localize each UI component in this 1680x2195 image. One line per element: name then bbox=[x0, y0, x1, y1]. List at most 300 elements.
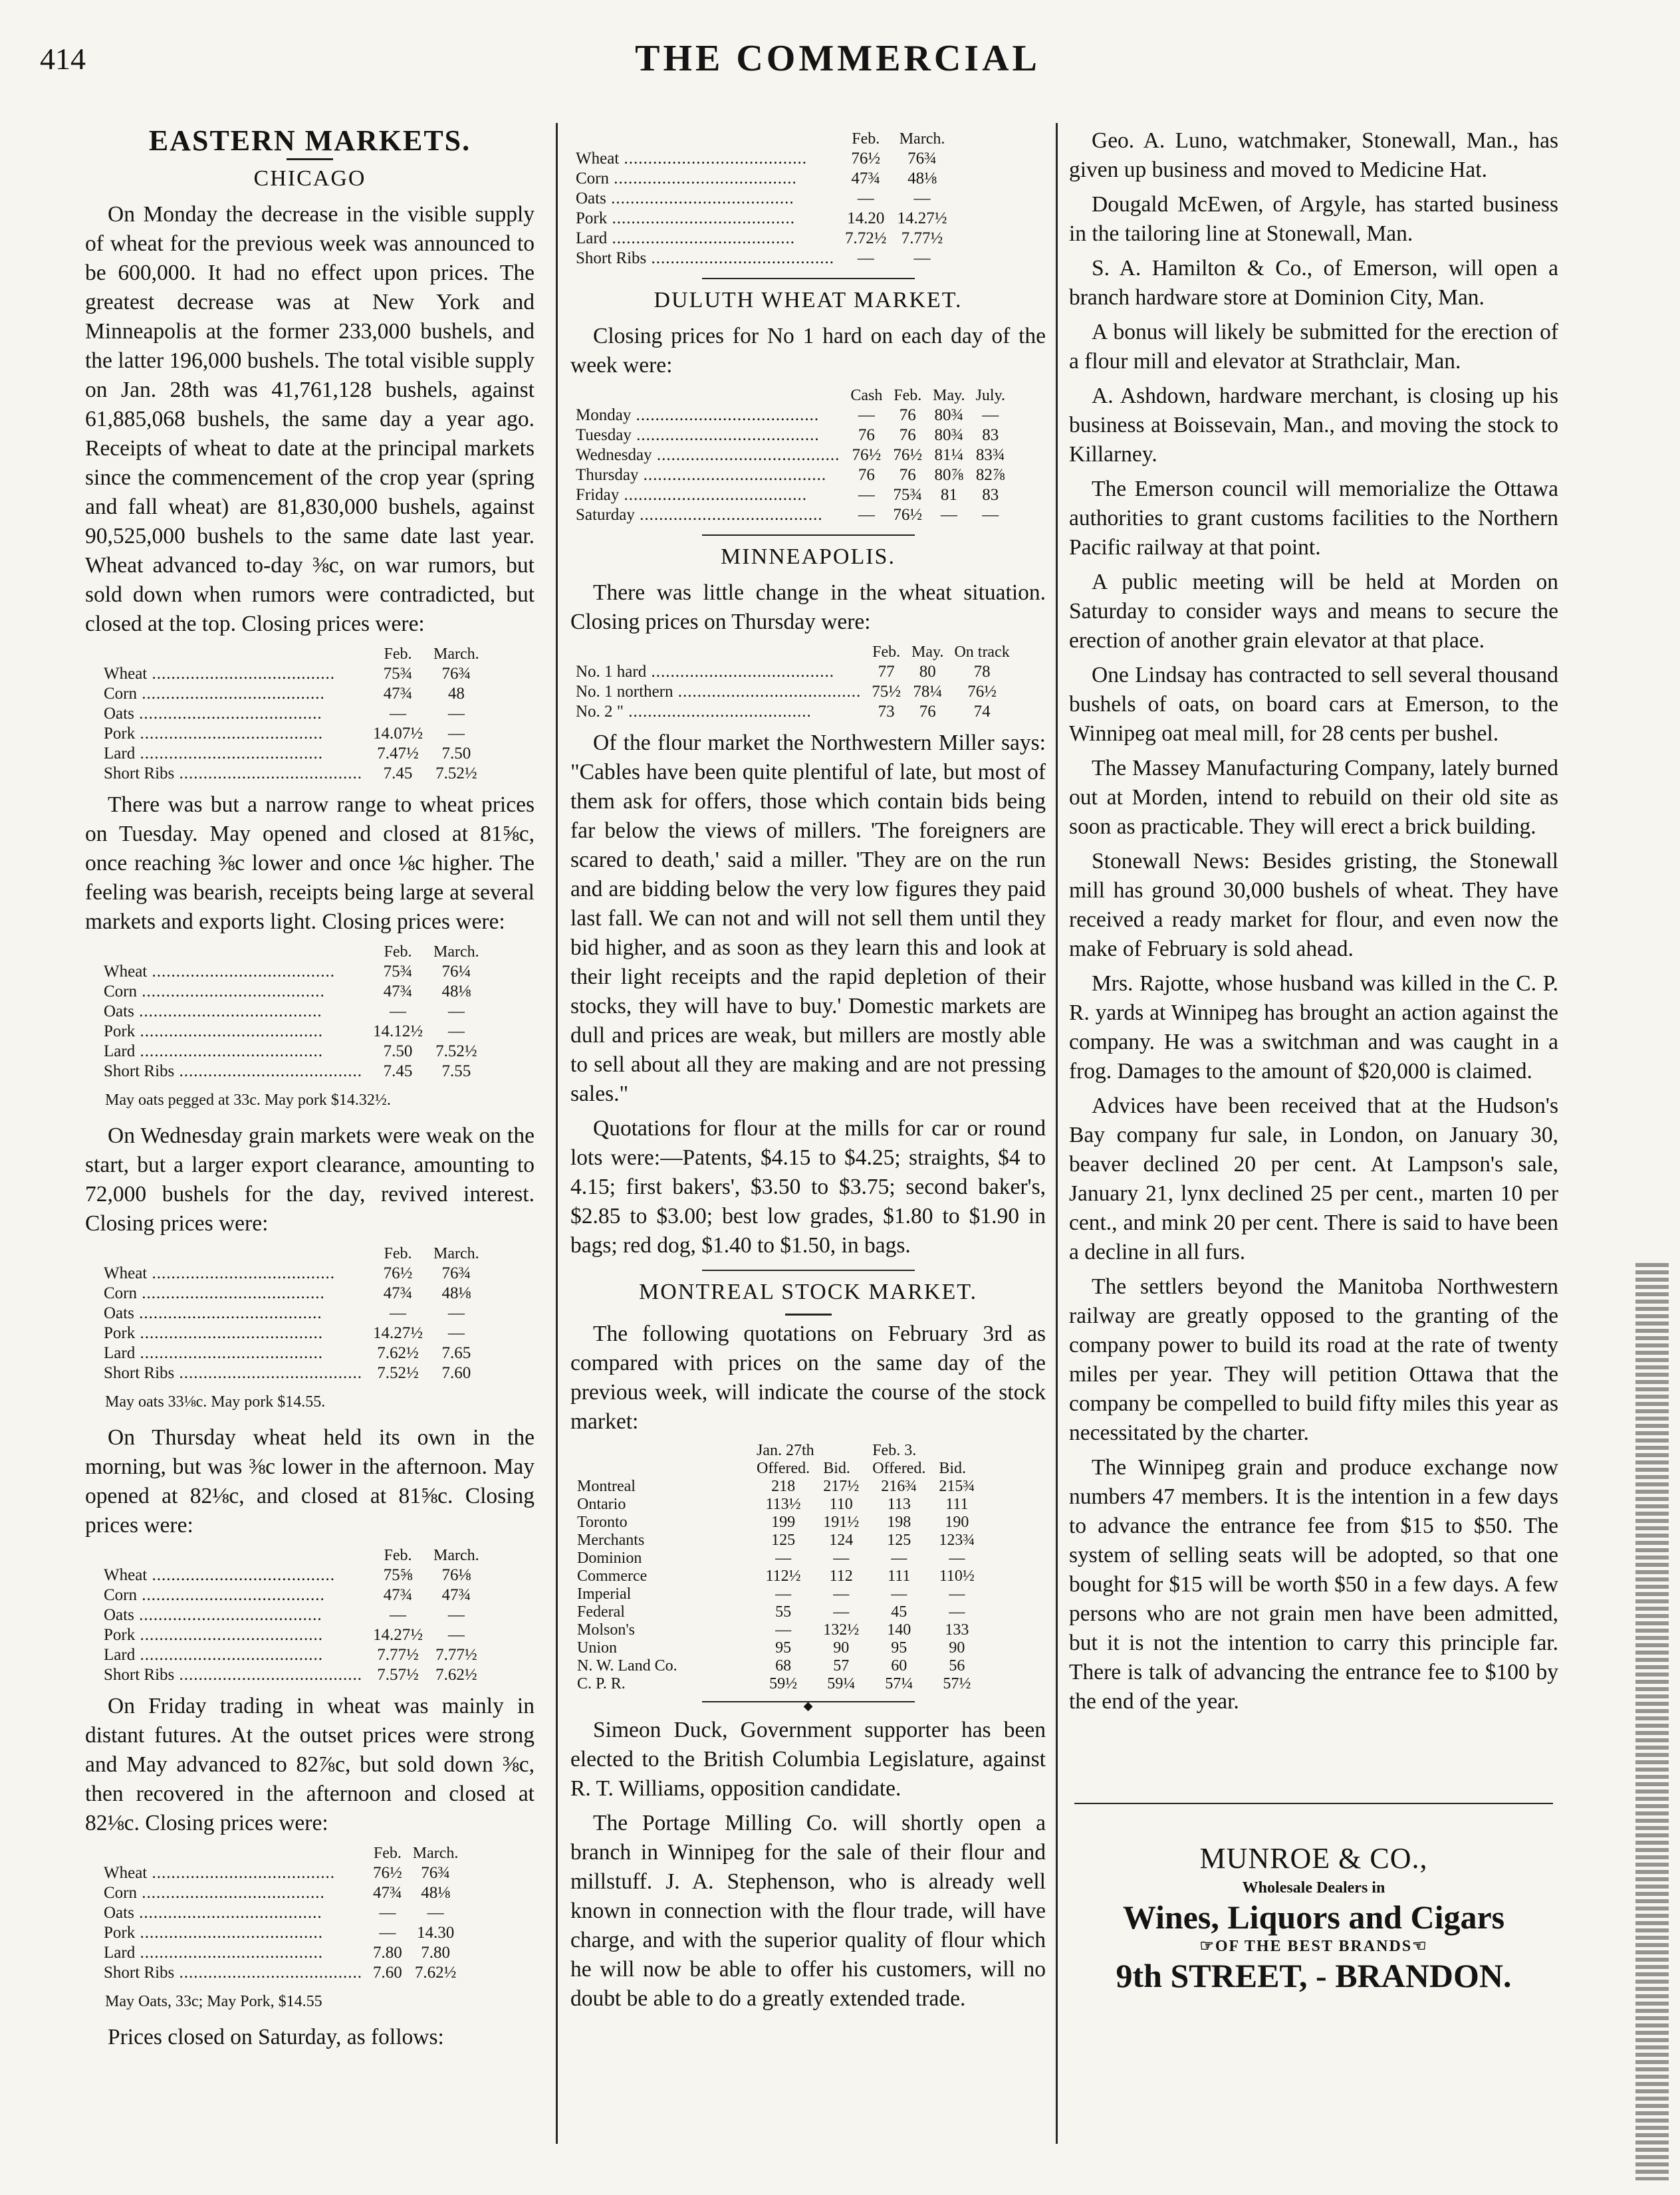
news-item: One Lindsay has contracted to sell several thousand bushels of oats, on board cars at Emerson, to the Winnipeg oat meal mill, for 28 cents per bushel. bbox=[1069, 663, 1558, 746]
table-row bbox=[98, 1042, 485, 1062]
table-cell: — bbox=[447, 705, 465, 723]
table-row bbox=[98, 1903, 463, 1923]
row-label: Wheat ..... bbox=[98, 962, 368, 982]
table-cell: 76 bbox=[858, 426, 875, 444]
table-row bbox=[98, 1863, 463, 1883]
paragraph: On Friday trading in wheat was mainly in distant futures. At the outset prices were strong and May advanced to 82⅞c, but sold down ⅜c, then recovered in the afternoon and closed at 82⅛c. Closing prices were: bbox=[85, 1694, 535, 1835]
stock-rows bbox=[570, 1478, 981, 1693]
table-cell: — bbox=[447, 1002, 465, 1020]
table-cell: — bbox=[891, 1585, 907, 1603]
table-cell: 7.47½ bbox=[377, 745, 419, 762]
table-row bbox=[570, 229, 953, 249]
row-label: No. 1 northern ..... bbox=[570, 682, 866, 702]
row-label: Lard ..... bbox=[98, 744, 368, 764]
table-cell: 112 bbox=[829, 1567, 853, 1585]
table-column-header: Feb. bbox=[894, 387, 922, 404]
table-cell: 90 bbox=[949, 1639, 965, 1657]
price-table bbox=[98, 1546, 485, 1685]
ad-goods: Wines, Liquors and Cigars bbox=[1122, 1899, 1505, 1936]
row-label: Merchants bbox=[577, 1532, 645, 1549]
table-cell: 14.12½ bbox=[373, 1022, 423, 1040]
table-cell: 47¾ bbox=[383, 982, 413, 1000]
table-cell: 80¾ bbox=[934, 426, 964, 444]
table-cell: 73 bbox=[878, 703, 895, 721]
table-cell: 111 bbox=[945, 1496, 969, 1513]
table-row bbox=[98, 1264, 485, 1284]
title-rule bbox=[287, 158, 333, 160]
row-label: Lard ..... bbox=[98, 1042, 368, 1062]
row-label: N. W. Land Co. bbox=[577, 1657, 677, 1675]
paragraph: On Monday the decrease in the visible supply of wheat for the previous week was announced to be 600,000. It had no effect upon prices. The greatest decrease was at New York and Minneapolis at the former 233,000 bushels, and the latter 196,000 bushels. The total visible supply on Jan. 28th was 41,761,128 bushels, against 61,885,068 bushels, the same day a year ago. Receipts of wheat to date at the principal markets since the commencement of the crop year (spring and fall wheat) are 81,830,000 bushels, against 90,525,000 bushels to the same date last year. Wheat advanced to-day ⅜c, on war rumors, but sold down when rumors were contradicted, but closed at the top. Closing prices were: bbox=[85, 202, 535, 636]
table-row bbox=[570, 1657, 981, 1675]
row-label: Monday ..... bbox=[570, 405, 845, 425]
table-cell: — bbox=[982, 506, 999, 524]
table-cell: — bbox=[858, 486, 875, 504]
table-row bbox=[570, 1603, 981, 1621]
table-row bbox=[570, 1532, 981, 1550]
table-cell: 14.27½ bbox=[373, 1324, 423, 1342]
table-cell: — bbox=[949, 1585, 965, 1603]
news-item: The Emerson council will memorialize the Ottawa authorities to grant customs facilities to the Northern Pacific railway at that point. bbox=[1069, 477, 1558, 560]
table-row bbox=[570, 1621, 981, 1639]
table-cell: 190 bbox=[945, 1514, 969, 1531]
row-label: Oats ..... bbox=[98, 1304, 368, 1324]
table-cell: 7.62½ bbox=[435, 1666, 477, 1684]
stock-group-header: Feb. 3. bbox=[872, 1442, 917, 1459]
table-cell: 76¾ bbox=[441, 665, 471, 683]
table-cell: — bbox=[390, 1304, 407, 1322]
table-cell: 217½ bbox=[823, 1478, 860, 1495]
stock-group-header: Jan. 27th bbox=[757, 1442, 814, 1459]
table-cell: 7.60 bbox=[373, 1964, 402, 1982]
table-row bbox=[570, 189, 953, 209]
table-row bbox=[98, 1665, 485, 1685]
table-row bbox=[98, 744, 485, 764]
row-label: Oats ..... bbox=[98, 704, 368, 724]
table-column-header: March. bbox=[433, 1547, 479, 1564]
table-cell: 95 bbox=[775, 1639, 792, 1657]
table-cell: — bbox=[982, 406, 999, 424]
table-row bbox=[98, 1645, 485, 1665]
row-label: C. P. R. bbox=[577, 1675, 626, 1692]
row-label: Lard ..... bbox=[570, 229, 840, 249]
stock-column-header: Offered. bbox=[872, 1460, 926, 1477]
stock-column-header: Offered. bbox=[757, 1460, 810, 1477]
row-label: Oats ..... bbox=[570, 189, 840, 209]
table-row bbox=[570, 1478, 981, 1496]
row-label: Pork ..... bbox=[98, 1923, 368, 1943]
table-row bbox=[98, 764, 485, 784]
table-cell: — bbox=[949, 1603, 965, 1621]
stock-header-row bbox=[570, 1460, 981, 1478]
price-table bbox=[98, 1843, 463, 1983]
subsection-title-chicago: CHICAGO bbox=[253, 166, 366, 191]
table-cell: — bbox=[833, 1585, 850, 1603]
table-cell: — bbox=[858, 406, 875, 424]
table-column-header: Feb. bbox=[384, 645, 412, 663]
table-cell: 198 bbox=[887, 1514, 911, 1531]
table-cell: 7.57½ bbox=[377, 1666, 419, 1684]
table-cell: 77 bbox=[878, 663, 895, 681]
table-cell: 7.77½ bbox=[377, 1646, 419, 1664]
paragraph: Quotations for flour at the mills for car or round lots were:—Patents, $4.15 to $4.25; straights, $4 to 4.15; first bakers', $3.50 to $3.75; second baker's, $2.85 to $3.00; best low grades, $1.80 to $1.90 in bags; red dog, $1.40 to $1.50, in bags. bbox=[570, 1116, 1046, 1258]
table-row bbox=[98, 1062, 485, 1082]
table-cell: 110 bbox=[829, 1496, 853, 1513]
news-items bbox=[1069, 126, 1558, 1716]
table-row bbox=[98, 1304, 485, 1324]
table-cell: 48 bbox=[447, 685, 465, 703]
table-row bbox=[98, 664, 485, 684]
row-label: Wednesday ..... bbox=[570, 445, 845, 465]
stock-column-header: Bid. bbox=[939, 1460, 967, 1477]
table-cell: 75¾ bbox=[893, 486, 923, 504]
table-cell: 133 bbox=[945, 1621, 969, 1639]
table-cell: 47¾ bbox=[383, 1284, 413, 1302]
table-cell: 74 bbox=[973, 703, 991, 721]
row-label: Corn ..... bbox=[98, 982, 368, 1002]
table-cell: 76¾ bbox=[421, 1864, 450, 1882]
table-cell: 76 bbox=[899, 406, 916, 424]
row-label: Federal bbox=[577, 1603, 625, 1621]
table-cell: 55 bbox=[775, 1603, 792, 1621]
table-column-header: On track bbox=[954, 643, 1010, 661]
table-cell: 7.52½ bbox=[435, 764, 477, 782]
table-column-header: May. bbox=[933, 387, 965, 404]
table-column-header: Feb. bbox=[872, 643, 901, 661]
news-item: A. Ashdown, hardware merchant, is closing up his business at Boissevain, Man., and moving the stock to Killarney. bbox=[1069, 384, 1558, 467]
row-label: Corn ..... bbox=[570, 169, 840, 189]
table-cell: 76½ bbox=[893, 446, 923, 464]
table-cell: 14.27½ bbox=[897, 209, 947, 227]
table-column-header: March. bbox=[412, 1845, 459, 1862]
table-cell: 59½ bbox=[769, 1675, 798, 1692]
section-title-duluth: DULUTH WHEAT MARKET. bbox=[654, 288, 963, 312]
news-item: S. A. Hamilton & Co., of Emerson, will open a branch hardware store at Dominion City, Man. bbox=[1069, 256, 1558, 310]
paragraph: On Wednesday grain markets were weak on the start, but a larger export clearance, amounting to 72,000 bushels for the day, revived interest. Closing prices were: bbox=[85, 1123, 535, 1236]
table-row bbox=[98, 1883, 463, 1903]
table-cell: 78¼ bbox=[913, 683, 943, 701]
table-cell: — bbox=[379, 1904, 396, 1922]
table-cell: 47¾ bbox=[441, 1586, 471, 1604]
table-cell: — bbox=[858, 506, 875, 524]
table-row bbox=[570, 465, 1011, 485]
table-note: May oats pegged at 33c. May pork $14.32½. bbox=[105, 1092, 391, 1109]
row-label: Pork ..... bbox=[570, 209, 840, 229]
row-label: Tuesday ..... bbox=[570, 425, 845, 445]
table-cell: 48⅛ bbox=[421, 1884, 450, 1902]
table-cell: 7.60 bbox=[441, 1364, 471, 1382]
paragraph: Closing prices for No 1 hard on each day of the week were: bbox=[570, 324, 1046, 378]
table-cell: 111 bbox=[888, 1567, 911, 1585]
minneapolis-table bbox=[570, 642, 1015, 722]
table-cell: 218 bbox=[771, 1478, 796, 1495]
table-cell: 132½ bbox=[823, 1621, 860, 1639]
table-row bbox=[570, 662, 1015, 682]
section-separator bbox=[702, 278, 915, 279]
table-cell: 76¼ bbox=[441, 963, 471, 981]
table-cell: — bbox=[390, 1002, 407, 1020]
table-cell: 60 bbox=[891, 1657, 907, 1675]
table-cell: 59¼ bbox=[827, 1675, 856, 1692]
row-label: Short Ribs ..... bbox=[98, 1062, 368, 1082]
paragraph: On Thursday wheat held its own in the morning, but was ⅜c lower in the afternoon. May opened at 82⅛c, and closed at 81⅝c. Closing prices were: bbox=[85, 1425, 535, 1538]
table-cell: 7.55 bbox=[441, 1062, 471, 1080]
table-row bbox=[570, 169, 953, 189]
duluth-table bbox=[570, 386, 1011, 525]
table-cell: 7.80 bbox=[373, 1944, 402, 1962]
page-edge-shadow bbox=[1635, 1263, 1669, 2180]
table-cell: — bbox=[833, 1603, 850, 1621]
table-cell: 215¾ bbox=[939, 1478, 975, 1495]
table-row bbox=[98, 982, 485, 1002]
table-column-header: March. bbox=[899, 130, 945, 148]
table-cell: 7.62½ bbox=[377, 1344, 419, 1362]
row-label: Wheat ..... bbox=[98, 1565, 368, 1585]
table-cell: — bbox=[447, 1626, 465, 1644]
news-item: The Massey Manufacturing Company, lately burned out at Morden, intend to rebuild on their old site as soon as practicable. They will erect a brick building. bbox=[1069, 756, 1558, 839]
table-cell: 76¾ bbox=[907, 150, 937, 168]
section-title-minneapolis: MINNEAPOLIS. bbox=[721, 544, 896, 569]
paragraph: There was but a narrow range to wheat prices on Tuesday. May opened and closed at 81⅝c, once reaching ⅜c lower and once ⅛c higher. The feeling was bearish, receipts being large at several markets and exports light. Closing prices were: bbox=[85, 792, 535, 934]
table-cell: 7.52½ bbox=[377, 1364, 419, 1382]
table-row bbox=[570, 1550, 981, 1567]
news-item: Dougald McEwen, of Argyle, has started business in the tailoring line at Stonewall, Man. bbox=[1069, 192, 1558, 246]
table-row bbox=[98, 1605, 485, 1625]
row-label: Short Ribs ..... bbox=[570, 249, 840, 269]
table-cell: 76⅛ bbox=[441, 1566, 471, 1584]
table-cell: 7.65 bbox=[441, 1344, 471, 1362]
table-row bbox=[570, 1567, 981, 1585]
table-column-header: Feb. bbox=[852, 130, 880, 148]
table-row bbox=[570, 209, 953, 229]
table-column-header: March. bbox=[433, 943, 479, 961]
row-label: Friday ..... bbox=[570, 485, 845, 505]
row-label: Imperial bbox=[577, 1585, 632, 1603]
ad-rule bbox=[1074, 1803, 1553, 1804]
table-column-header: May. bbox=[911, 643, 944, 661]
price-table bbox=[98, 644, 485, 784]
table-column-header: July. bbox=[975, 387, 1006, 404]
table-row bbox=[98, 1625, 485, 1645]
stock-table bbox=[570, 1442, 981, 1693]
ad-subtitle: Wholesale Dealers in bbox=[1242, 1879, 1385, 1897]
paragraph: There was little change in the wheat situation. Closing prices on Thursday were: bbox=[570, 580, 1046, 634]
table-cell: 7.80 bbox=[421, 1944, 450, 1962]
table-row bbox=[570, 1514, 981, 1532]
table-row bbox=[570, 1496, 981, 1514]
column-2 bbox=[570, 126, 1046, 2019]
column-divider bbox=[556, 123, 558, 2144]
table-cell: 80 bbox=[919, 663, 936, 681]
table-header-row bbox=[98, 1843, 463, 1863]
ad-company-name: MUNROE & CO., bbox=[1199, 1842, 1428, 1875]
table-cell: 48⅛ bbox=[441, 1284, 471, 1302]
table-cell: — bbox=[447, 1324, 465, 1342]
table-cell: 81 bbox=[940, 486, 957, 504]
table-cell: 14.20 bbox=[847, 209, 885, 227]
paragraph: Of the flour market the Northwestern Miller says: "Cables have been quite plentiful of late, but most of them ask for offers, those which contain bids being far below the views of millers. 'The foreigners are scared to death,' said a miller. 'They are on the run and are bidding below the very low figures they paid last fall. We can not and will not sell them until they bid higher, and as soon as they learn this and look at their light receipts and the rapid depletion of their stocks, they will have to buy.' Domestic markets are dull and prices are weak, but millers are mostly able to sell about all they are making and are not pressing sales." bbox=[570, 731, 1046, 1106]
table-row bbox=[98, 1363, 485, 1383]
table-cell: 76½ bbox=[851, 150, 881, 168]
ad-address: 9th STREET, - BRANDON. bbox=[1116, 1957, 1512, 1994]
advertisement bbox=[1069, 1803, 1558, 1994]
table-header-row bbox=[98, 1546, 485, 1565]
table-cell: 47¾ bbox=[851, 170, 881, 187]
table-cell: 76½ bbox=[852, 446, 882, 464]
section-separator bbox=[702, 1270, 915, 1271]
table-header-row bbox=[98, 1244, 485, 1264]
table-cell: 90 bbox=[833, 1639, 850, 1657]
table-row bbox=[570, 702, 1015, 722]
table-cell: 124 bbox=[829, 1532, 854, 1549]
table-cell: 57¼ bbox=[885, 1675, 913, 1692]
table-cell: — bbox=[949, 1550, 965, 1567]
table-cell: 47¾ bbox=[383, 1586, 413, 1604]
table-cell: 123¾ bbox=[939, 1532, 975, 1549]
table-row bbox=[98, 1343, 485, 1363]
table-row bbox=[570, 485, 1011, 505]
table-cell: — bbox=[775, 1550, 792, 1567]
column-1 bbox=[85, 126, 535, 2057]
table-row bbox=[98, 1585, 485, 1605]
table-cell: 7.77½ bbox=[901, 229, 943, 247]
table-cell: 76¾ bbox=[441, 1264, 471, 1282]
table-cell: — bbox=[775, 1585, 792, 1603]
table-column-header: Cash bbox=[850, 387, 883, 404]
table-cell: 83¾ bbox=[975, 446, 1005, 464]
table-cell: 81¼ bbox=[934, 446, 964, 464]
table-header-row bbox=[98, 644, 485, 664]
table-cell: — bbox=[390, 1606, 407, 1624]
table-cell: — bbox=[427, 1904, 444, 1922]
section-title-eastern-markets: EASTERN MARKETS. bbox=[148, 124, 471, 157]
row-label: Lard ..... bbox=[98, 1343, 368, 1363]
row-label: Oats ..... bbox=[98, 1002, 368, 1022]
row-label: No. 2 " ..... bbox=[570, 702, 866, 722]
row-label: Short Ribs ..... bbox=[98, 1963, 368, 1983]
table-cell: 80¾ bbox=[934, 406, 964, 424]
news-item: A bonus will likely be submitted for the erection of a flour mill and elevator at Strathclair, Man. bbox=[1069, 320, 1558, 374]
table-cell: 140 bbox=[887, 1621, 911, 1639]
table-cell: 45 bbox=[891, 1603, 907, 1621]
section-separator bbox=[702, 534, 915, 536]
row-label: Corn ..... bbox=[98, 1585, 368, 1605]
table-cell: 14.27½ bbox=[373, 1626, 423, 1644]
table-cell: 7.62½ bbox=[414, 1964, 457, 1982]
table-row bbox=[570, 425, 1011, 445]
table-row bbox=[570, 682, 1015, 702]
table-cell: 191½ bbox=[823, 1514, 860, 1531]
news-item: Geo. A. Luno, watchmaker, Stonewall, Man., has given up business and moved to Medicine Hat. bbox=[1069, 128, 1558, 182]
table-cell: 83 bbox=[982, 486, 999, 504]
table-cell: 75¾ bbox=[383, 963, 413, 981]
table-cell: 95 bbox=[891, 1639, 907, 1657]
table-cell: 7.45 bbox=[383, 1062, 413, 1080]
table-cell: — bbox=[447, 1304, 465, 1322]
row-label: Wheat ..... bbox=[98, 1264, 368, 1284]
table-column-header: Feb. bbox=[373, 1845, 402, 1862]
ad-brands: ☞OF THE BEST BRANDS☜ bbox=[1199, 1938, 1428, 1955]
table-cell: 80⅞ bbox=[934, 466, 964, 484]
table-cell: 76 bbox=[899, 466, 916, 484]
table-header-row bbox=[570, 642, 1015, 662]
news-item: Stonewall News: Besides gristing, the Stonewall mill has ground 30,000 bushels of wheat. They have received a ready market for flour, and even now the make of February is sold ahead. bbox=[1069, 849, 1558, 961]
row-label: Pork ..... bbox=[98, 724, 368, 744]
paragraph: The following quotations on February 3rd as compared with prices on the same day of the previous week, will indicate the course of the stock market: bbox=[570, 1322, 1046, 1434]
stock-column-header: Bid. bbox=[823, 1460, 850, 1477]
table-row bbox=[570, 405, 1011, 425]
table-cell: 47¾ bbox=[383, 685, 413, 703]
table-row bbox=[570, 1585, 981, 1603]
table-cell: 76 bbox=[899, 426, 916, 444]
row-label: Dominion bbox=[577, 1550, 642, 1567]
row-label: Ontario bbox=[577, 1496, 626, 1513]
table-column-header: March. bbox=[433, 1245, 479, 1262]
row-label: Montreal bbox=[577, 1478, 636, 1495]
news-item: Mrs. Rajotte, whose husband was killed in the C. P. R. yards at Winnipeg has brought an action against the company. He was a switchman and was caught in a frog. Damages to the amount of $20,000 is claimed. bbox=[1069, 971, 1558, 1084]
table-column-header: Feb. bbox=[384, 1245, 412, 1262]
table-row bbox=[98, 1963, 463, 1983]
row-label: Wheat ..... bbox=[98, 1863, 368, 1883]
table-cell: — bbox=[379, 1924, 396, 1942]
paragraph: Simeon Duck, Government supporter has been elected to the British Columbia Legislature, against R. T. Williams, opposition candidate. bbox=[570, 1718, 1046, 1801]
table-row bbox=[98, 962, 485, 982]
news-item: The settlers beyond the Manitoba Northwestern railway are greatly opposed to the granting of the company power to build its road at the rate of twenty miles per year. They will petition Ottawa that the company be compelled to build fifty miles this year as necessitated by the charter. bbox=[1069, 1274, 1558, 1445]
table-column-header: Feb. bbox=[384, 1547, 412, 1564]
table-cell: 7.45 bbox=[383, 764, 413, 782]
row-label: Wheat ..... bbox=[570, 149, 840, 169]
table-cell: 76 bbox=[919, 703, 936, 721]
table-row bbox=[98, 704, 485, 724]
table-cell: — bbox=[913, 249, 931, 267]
table-cell: 7.50 bbox=[383, 1042, 413, 1060]
row-label: Pork ..... bbox=[98, 1022, 368, 1042]
table-cell: 14.30 bbox=[416, 1924, 455, 1942]
table-note: May Oats, 33c; May Pork, $14.55 bbox=[105, 1993, 322, 2010]
row-label: Oats ..... bbox=[98, 1605, 368, 1625]
table-row bbox=[570, 445, 1011, 465]
table-cell: 56 bbox=[949, 1657, 965, 1675]
table-cell: — bbox=[857, 189, 874, 207]
row-label: Oats ..... bbox=[98, 1903, 368, 1923]
page-number: 414 bbox=[40, 42, 86, 76]
table-row bbox=[98, 1002, 485, 1022]
table-cell: 216¾ bbox=[881, 1478, 917, 1495]
row-label: Union bbox=[577, 1639, 617, 1657]
news-item: A public meeting will be held at Morden on Saturday to consider ways and means to secure the erection of another grain elevator at that place. bbox=[1069, 570, 1558, 653]
table-cell: 75½ bbox=[872, 683, 901, 701]
row-label: Corn ..... bbox=[98, 1284, 368, 1304]
row-label: Commerce bbox=[577, 1567, 648, 1585]
table-cell: 113 bbox=[887, 1496, 911, 1513]
table-cell: 76½ bbox=[383, 1264, 413, 1282]
row-label: Pork ..... bbox=[98, 1625, 368, 1645]
row-label: Thursday ..... bbox=[570, 465, 845, 485]
masthead-title: THE COMMERCIAL bbox=[635, 38, 1040, 79]
table-row bbox=[98, 1022, 485, 1042]
table-column-header: March. bbox=[433, 645, 479, 663]
paragraph: Prices closed on Saturday, as follows: bbox=[108, 2025, 444, 2049]
table-note: May oats 33⅛c. May pork $14.55. bbox=[105, 1393, 326, 1411]
table-cell: — bbox=[913, 189, 931, 207]
price-table bbox=[98, 1244, 485, 1383]
table-cell: 76½ bbox=[373, 1864, 402, 1882]
row-label: Toronto bbox=[577, 1514, 628, 1531]
table-cell: 57 bbox=[833, 1657, 850, 1675]
table-cell: 83 bbox=[982, 426, 999, 444]
table-cell: 68 bbox=[775, 1657, 792, 1675]
table-cell: 199 bbox=[771, 1514, 796, 1531]
